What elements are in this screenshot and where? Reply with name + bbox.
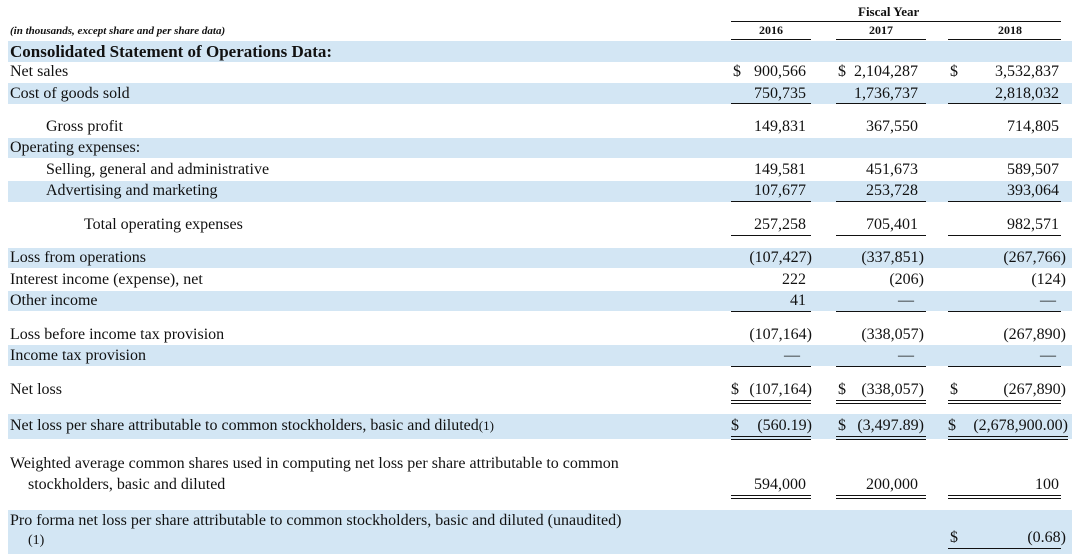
advertising-2016: 107,677 xyxy=(754,182,806,199)
total-opex-rule-2016 xyxy=(731,235,811,236)
gross-profit-2018: 714,805 xyxy=(1007,118,1059,135)
tax-rule-2016 xyxy=(731,366,811,367)
net-sales-2018: 3,532,837 xyxy=(995,63,1059,80)
year-2016-rule xyxy=(731,39,811,40)
net-loss-2018: (267,890) xyxy=(1003,381,1066,398)
net-loss-double-rule-2016 xyxy=(731,400,811,404)
tax-2016: — xyxy=(784,347,800,364)
section-title: Consolidated Statement of Operations Data: xyxy=(10,42,333,61)
other-income-rule-2016 xyxy=(731,311,811,312)
eps-2017: (3,497.89) xyxy=(857,417,924,434)
pro-forma-rule-2018 xyxy=(948,548,1061,549)
other-income-2018: — xyxy=(1040,292,1056,309)
dollar-sign: $ xyxy=(948,417,956,434)
weighted-2018: 100 xyxy=(1035,476,1059,493)
net-loss-double-rule-2018 xyxy=(948,400,1061,404)
row-label-pro-forma-line1: Pro forma net loss per share attributable to common stockholders, basic and diluted (unaudited) xyxy=(10,512,622,529)
year-2018-header: 2018 xyxy=(998,23,1022,37)
dollar-sign: $ xyxy=(731,381,739,398)
cogs-2016: 750,735 xyxy=(754,85,806,102)
row-label-loss-before-tax: Loss before income tax provision xyxy=(10,326,225,343)
units-note: (in thousands, except share and per share data) xyxy=(10,25,226,37)
row-label-pro-forma-line2: (1) xyxy=(28,533,45,548)
advertising-rule-2017 xyxy=(836,201,926,202)
interest-2018: (124) xyxy=(1031,271,1066,288)
dollar-sign: $ xyxy=(838,381,846,398)
row-label-gross-profit: Gross profit xyxy=(46,118,123,135)
eps-double-rule-2018 xyxy=(948,436,1068,440)
dollar-sign: $ xyxy=(950,529,958,546)
row-label-advertising: Advertising and marketing xyxy=(46,182,218,199)
interest-2016: 222 xyxy=(782,271,806,288)
tax-2018: — xyxy=(1040,347,1056,364)
fiscal-year-rule xyxy=(731,21,1061,22)
dollar-sign: $ xyxy=(950,381,958,398)
year-2017-header: 2017 xyxy=(869,23,893,37)
dollar-sign: $ xyxy=(950,63,958,80)
row-label-weighted-line2: stockholders, basic and diluted xyxy=(28,476,226,493)
weighted-2016: 594,000 xyxy=(754,476,806,493)
net-sales-2016: 900,566 xyxy=(754,63,806,80)
total-opex-rule-2017 xyxy=(836,235,926,236)
total-opex-2016: 257,258 xyxy=(754,216,806,233)
net-loss-2017: (338,057) xyxy=(861,381,924,398)
loss-before-tax-2017: (338,057) xyxy=(861,326,924,343)
footnote-ref: (1) xyxy=(478,418,494,433)
loss-ops-2017: (337,851) xyxy=(861,249,924,266)
tax-rule-2017 xyxy=(836,366,926,367)
row-label-net-loss: Net loss xyxy=(10,381,62,398)
eps-2018: (2,678,900.00) xyxy=(973,417,1068,434)
weighted-2017: 200,000 xyxy=(866,476,918,493)
row-label-interest: Interest income (expense), net xyxy=(10,271,203,288)
row-label-weighted-line1: Weighted average common shares used in computing net loss per share attributable to common xyxy=(10,455,619,472)
dollar-sign: $ xyxy=(838,417,846,434)
interest-2017: (206) xyxy=(889,271,924,288)
net-sales-2017: 2,104,287 xyxy=(854,63,918,80)
year-2016-header: 2016 xyxy=(759,23,783,37)
other-income-2017: — xyxy=(898,292,914,309)
loss-ops-2016: (107,427) xyxy=(749,249,812,266)
tax-2017: — xyxy=(898,347,914,364)
total-opex-2017: 705,401 xyxy=(866,216,918,233)
total-opex-rule-2018 xyxy=(948,235,1061,236)
loss-before-tax-2016: (107,164) xyxy=(749,326,812,343)
other-income-rule-2017 xyxy=(836,311,926,312)
net-loss-double-rule-2017 xyxy=(836,400,926,404)
row-label-total-opex: Total operating expenses xyxy=(84,216,243,233)
eps-double-rule-2016 xyxy=(731,436,811,440)
dollar-sign: $ xyxy=(731,417,739,434)
weighted-double-rule-2018 xyxy=(948,495,1061,499)
gross-profit-2017: 367,550 xyxy=(866,118,918,135)
eps-double-rule-2017 xyxy=(836,436,926,440)
year-2017-rule xyxy=(836,39,926,40)
row-label-loss-ops: Loss from operations xyxy=(10,249,146,266)
row-label-tax: Income tax provision xyxy=(10,347,146,364)
other-income-rule-2018 xyxy=(948,311,1061,312)
advertising-rule-2018 xyxy=(948,201,1061,202)
row-label-net-sales: Net sales xyxy=(10,63,69,80)
advertising-2017: 253,728 xyxy=(866,182,918,199)
loss-before-tax-2018: (267,890) xyxy=(1003,326,1066,343)
eps-2016: (560.19) xyxy=(757,417,812,434)
dollar-sign: $ xyxy=(733,63,741,80)
row-label-cogs: Cost of goods sold xyxy=(10,85,130,102)
row-label-eps xyxy=(10,416,494,436)
pro-forma-2018: (0.68) xyxy=(1027,529,1066,546)
sga-2018: 589,507 xyxy=(1007,161,1059,178)
cogs-2018: 2,818,032 xyxy=(995,85,1059,102)
band-opex-header xyxy=(8,138,1072,158)
dollar-sign: $ xyxy=(838,63,846,80)
other-income-2016: 41 xyxy=(790,292,806,309)
cogs-2017: 1,736,737 xyxy=(854,85,918,102)
sga-2016: 149,581 xyxy=(754,161,806,178)
advertising-rule-2016 xyxy=(731,201,811,202)
cogs-rule-2017 xyxy=(836,103,926,104)
loss-ops-2018: (267,766) xyxy=(1003,249,1066,266)
row-label-opex: Operating expenses: xyxy=(10,139,141,156)
cogs-rule-2016 xyxy=(731,103,811,104)
net-loss-2016: (107,164) xyxy=(749,381,812,398)
weighted-double-rule-2017 xyxy=(836,495,926,499)
row-label-other-income: Other income xyxy=(10,292,98,309)
gross-profit-2016: 149,831 xyxy=(754,118,806,135)
eps-label-text: Net loss per share attributable to common stockholders, basic and diluted xyxy=(10,417,479,434)
sga-2017: 451,673 xyxy=(866,161,918,178)
weighted-double-rule-2016 xyxy=(731,495,811,499)
cogs-rule-2018 xyxy=(948,103,1061,104)
tax-rule-2018 xyxy=(948,366,1061,367)
fiscal-year-header: Fiscal Year xyxy=(858,4,920,19)
row-label-sga: Selling, general and administrative xyxy=(46,161,270,178)
total-opex-2018: 982,571 xyxy=(1007,216,1059,233)
advertising-2018: 393,064 xyxy=(1007,182,1059,199)
year-2018-rule xyxy=(948,39,1061,40)
